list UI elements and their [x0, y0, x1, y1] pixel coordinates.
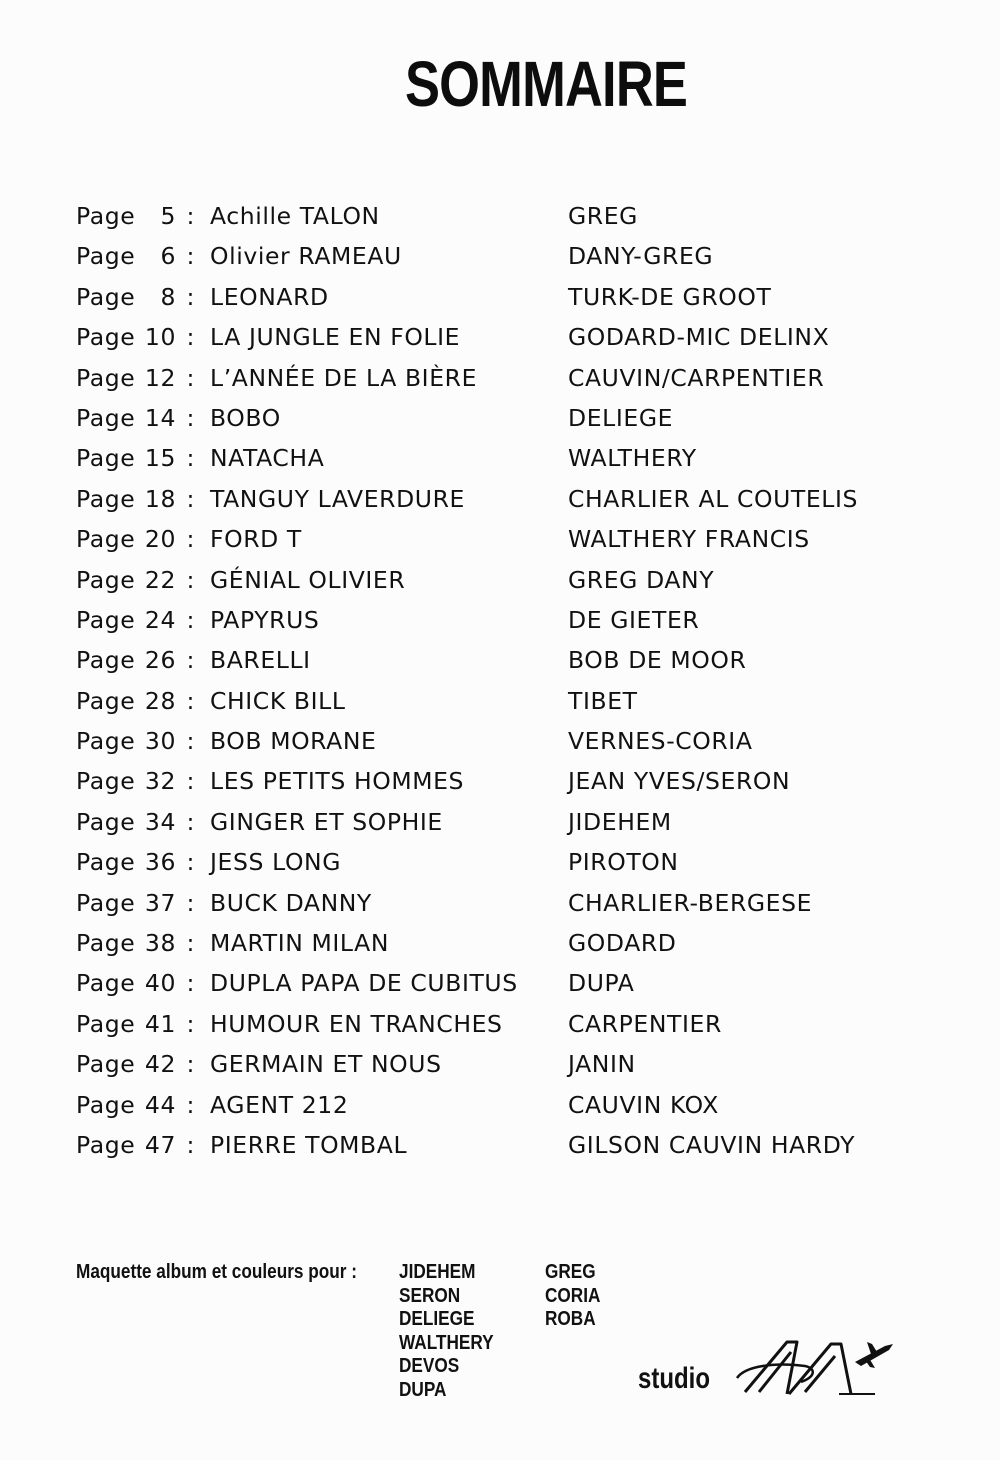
entry-title: JESS LONG	[210, 848, 342, 877]
credits-column-1	[399, 1261, 509, 1402]
entry-author: JIDEHEM	[568, 807, 672, 836]
page-number: 34	[144, 807, 176, 836]
entry-title: GINGER ET SOPHIE	[210, 807, 443, 836]
page-label: Page	[76, 727, 136, 756]
entry-title: BOB MORANE	[210, 727, 377, 756]
entry-author: WALTHERY	[568, 444, 697, 473]
entry-title: PAPYRUS	[210, 605, 320, 634]
page-number: 28	[144, 686, 176, 715]
page-label: Page	[76, 242, 136, 271]
page-label: Page	[76, 646, 136, 675]
entry-author: CARPENTIER	[568, 1009, 722, 1038]
entry-title: Achille TALON	[210, 202, 380, 230]
entry-title: NATACHA	[210, 444, 325, 473]
page-number: 44	[144, 1090, 176, 1119]
page-label: Page	[76, 363, 136, 392]
page-label: Page	[76, 848, 136, 877]
colon-separator: :	[186, 969, 195, 998]
entry-title: LA JUNGLE EN FOLIE	[210, 323, 461, 352]
credit-name: DEVOS	[399, 1355, 460, 1377]
page-label: Page	[76, 323, 136, 352]
colon-separator: :	[186, 1050, 195, 1079]
colon-separator: :	[186, 605, 195, 634]
credit-name: GREG	[545, 1261, 596, 1283]
page-title: SOMMAIRE	[405, 48, 688, 120]
entry-title: GERMAIN ET NOUS	[210, 1050, 442, 1079]
colon-separator: :	[186, 1009, 195, 1038]
colon-separator: :	[186, 727, 195, 756]
colon-separator: :	[186, 363, 195, 392]
entry-title: LES PETITS HOMMES	[210, 767, 465, 796]
entry-title: GÉNIAL OLIVIER	[210, 565, 406, 594]
page-label: Page	[76, 403, 136, 432]
entry-title: Olivier RAMEAU	[210, 242, 402, 271]
colon-separator: :	[186, 525, 195, 554]
entry-author: DE GIETER	[568, 605, 700, 634]
page-number: 15	[144, 444, 176, 473]
entry-title: BOBO	[210, 403, 281, 432]
colon-separator: :	[186, 565, 195, 594]
entry-author: CHARLIER-BERGESE	[568, 888, 813, 917]
page-number: 32	[144, 767, 176, 796]
credit-name: ROBA	[545, 1308, 596, 1330]
credit-name: WALTHERY	[399, 1331, 494, 1354]
page-number: 10	[144, 323, 176, 352]
entry-title: CHICK BILL	[210, 686, 346, 715]
page-number: 12	[144, 363, 176, 392]
entry-title: FORD T	[210, 525, 302, 554]
entry-author: JANIN	[568, 1050, 636, 1079]
entry-author: BOB DE MOOR	[568, 646, 747, 675]
colon-separator: :	[186, 646, 195, 675]
page-number: 41	[144, 1009, 176, 1038]
page-number: 26	[144, 646, 176, 675]
entry-author: GREG DANY	[568, 565, 715, 594]
colon-separator: :	[186, 403, 195, 432]
page-label: Page	[76, 444, 136, 473]
entry-author: TIBET	[568, 686, 638, 715]
entry-author: DUPA	[568, 969, 635, 998]
credit-name: DELIEGE	[399, 1308, 475, 1330]
entry-title: BUCK DANNY	[210, 888, 372, 917]
page-number: 40	[144, 969, 176, 998]
entry-author: GODARD-MIC DELINX	[568, 323, 830, 352]
entry-author: GODARD	[568, 929, 677, 958]
credit-name: DUPA	[399, 1378, 447, 1401]
page-label: Page	[76, 1050, 136, 1079]
entry-author: CAUVIN KOX	[568, 1090, 719, 1119]
entry-author: CAUVIN/CARPENTIER	[568, 363, 825, 392]
entry-title: BARELLI	[210, 646, 311, 675]
entry-author: DELIEGE	[568, 403, 674, 432]
entry-title: PIERRE TOMBAL	[210, 1130, 408, 1159]
page-number: 37	[144, 888, 176, 917]
entry-title: TANGUY LAVERDURE	[210, 484, 465, 513]
entry-title: L’ANNÉE DE LA BIÈRE	[210, 363, 478, 392]
entry-title: AGENT 212	[210, 1090, 349, 1119]
entry-author: TURK-DE GROOT	[568, 282, 772, 311]
page-label: Page	[76, 767, 136, 796]
page-label: Page	[76, 282, 136, 311]
colon-separator: :	[186, 767, 195, 796]
colon-separator: :	[186, 323, 195, 352]
colon-separator: :	[186, 929, 195, 958]
page-number: 47	[144, 1130, 176, 1159]
credit-name: JIDEHEM	[399, 1261, 476, 1283]
entry-title: DUPLA PAPA DE CUBITUS	[210, 969, 518, 998]
colon-separator: :	[186, 202, 195, 230]
entry-author: DANY-GREG	[568, 242, 714, 271]
page-number: 38	[144, 929, 176, 958]
colon-separator: :	[186, 282, 195, 311]
colon-separator: :	[186, 484, 195, 513]
credit-name: CORIA	[545, 1284, 601, 1307]
page-label: Page	[76, 605, 136, 634]
colon-separator: :	[186, 444, 195, 473]
page-label: Page	[76, 484, 136, 513]
page-label: Page	[76, 888, 136, 917]
colon-separator: :	[186, 807, 195, 836]
page-number: 18	[144, 484, 176, 513]
studio-logo-icon	[735, 1332, 900, 1404]
entry-title: HUMOUR EN TRANCHES	[210, 1009, 503, 1038]
entry-author: PIROTON	[568, 848, 679, 877]
page-label: Page	[76, 686, 136, 715]
studio-label: studio	[638, 1362, 710, 1395]
page-label: Page	[76, 1130, 136, 1159]
entry-author: WALTHERY FRANCIS	[568, 525, 810, 554]
entry-author: VERNES-CORIA	[568, 727, 753, 756]
entry-title: MARTIN MILAN	[210, 929, 389, 958]
page-label: Page	[76, 1009, 136, 1038]
page-number: 14	[144, 403, 176, 432]
page-number: 24	[144, 605, 176, 634]
page-label: Page	[76, 969, 136, 998]
entry-author: GREG	[568, 202, 638, 230]
page-number: 5	[160, 202, 176, 230]
page-number: 36	[144, 848, 176, 877]
page-number: 6	[160, 242, 176, 271]
colon-separator: :	[186, 1090, 195, 1119]
entry-author: JEAN YVES/SERON	[568, 767, 791, 796]
page-label: Page	[76, 202, 136, 230]
page-number: 20	[144, 525, 176, 554]
page-number: 30	[144, 727, 176, 756]
page-label: Page	[76, 1090, 136, 1119]
page-number: 8	[160, 282, 176, 311]
page-number: 22	[144, 565, 176, 594]
credits-column-2	[545, 1261, 609, 1332]
page-label: Page	[76, 807, 136, 836]
page-label: Page	[76, 565, 136, 594]
entry-title: LEONARD	[210, 282, 329, 311]
colon-separator: :	[186, 888, 195, 917]
colon-separator: :	[186, 242, 195, 271]
page-label: Page	[76, 525, 136, 554]
entry-author: CHARLIER AL COUTELIS	[568, 484, 859, 513]
page-label: Page	[76, 929, 136, 958]
entry-author: GILSON CAUVIN HARDY	[568, 1130, 856, 1159]
colon-separator: :	[186, 848, 195, 877]
credits-label: Maquette album et couleurs pour :	[76, 1261, 357, 1283]
credit-name: SERON	[399, 1284, 461, 1307]
page-number: 42	[144, 1050, 176, 1079]
colon-separator: :	[186, 1130, 195, 1159]
colon-separator: :	[186, 686, 195, 715]
